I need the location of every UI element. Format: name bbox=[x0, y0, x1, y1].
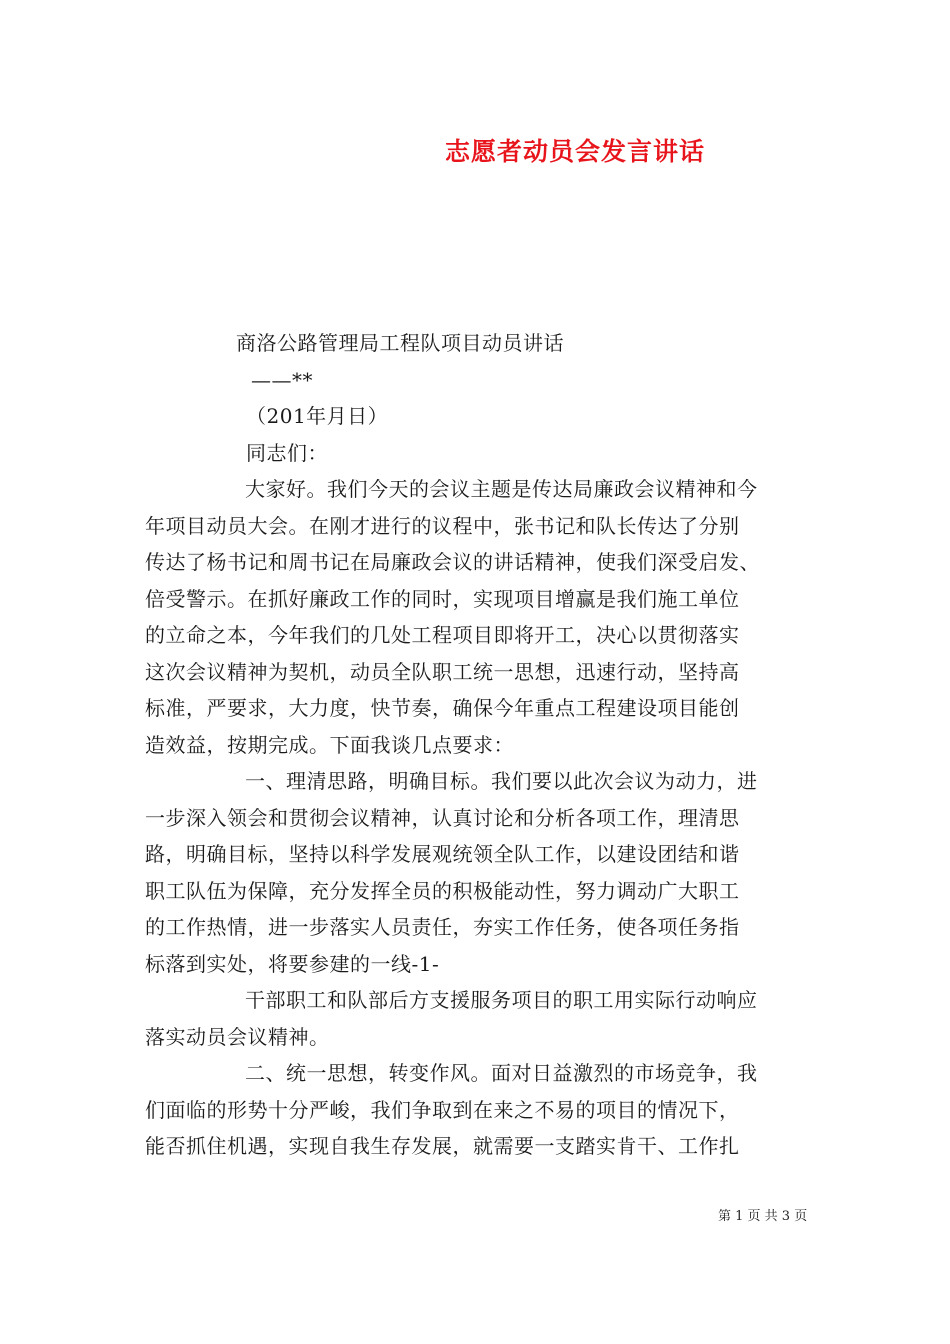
body-line: 标准，严要求，大力度，快节奏，确保今年重点工程建设项目能创 bbox=[145, 696, 740, 720]
body-line: 的工作热情，进一步落实人员责任，夯实工作任务，使各项任务指 bbox=[145, 915, 740, 939]
body-line: 路，明确目标，坚持以科学发展观统领全队工作，以建设团结和谐 bbox=[145, 842, 740, 866]
speech-date: （201年月日） bbox=[246, 404, 389, 428]
body-line: 倍受警示。在抓好廉政工作的同时，实现项目增赢是我们施工单位 bbox=[145, 586, 740, 611]
speech-subtitle: 商洛公路管理局工程队项目动员讲话 bbox=[236, 331, 564, 355]
body-line: 干部职工和队部后方支援服务项目的职工用实际行动响应 bbox=[245, 988, 758, 1012]
body-line: 造效益，按期完成。下面我谈几点要求： bbox=[145, 732, 514, 757]
body-line: 这次会议精神为契机，动员全队职工统一思想，迅速行动，坚持高 bbox=[145, 659, 740, 684]
page-number-footer: 第 1 页 共 3 页 bbox=[718, 1209, 808, 1224]
body-line: 落实动员会议精神。 bbox=[145, 1024, 330, 1049]
document-title: 志愿者动员会发言讲话 bbox=[444, 137, 705, 166]
speaker-signature: ——** bbox=[251, 367, 313, 392]
body-line: 一步深入领会和贯彻会议精神，认真讨论和分析各项工作，理清思 bbox=[145, 805, 740, 830]
greeting: 同志们： bbox=[246, 440, 328, 465]
body-line: 年项目动员大会。在刚才进行的议程中，张书记和队长传达了分别 bbox=[145, 513, 740, 538]
body-line: 大家好。我们今天的会议主题是传达局廉政会议精神和今 bbox=[245, 477, 758, 501]
document-body bbox=[145, 325, 805, 1165]
body-line: 的立命之本，今年我们的几处工程项目即将开工，决心以贯彻落实 bbox=[145, 623, 740, 647]
body-line: 职工队伍为保障，充分发挥全员的积极能动性，努力调动广大职工 bbox=[145, 878, 740, 903]
body-line: 标落到实处，将要参建的一线-1- bbox=[145, 951, 440, 976]
body-line: 传达了杨书记和周书记在局廉政会议的讲话精神，使我们深受启发、 bbox=[145, 550, 760, 574]
body-line: 一、理清思路，明确目标。我们要以此次会议为动力，进 bbox=[245, 769, 758, 793]
body-line: 们面临的形势十分严峻，我们争取到在来之不易的项目的情况下， bbox=[145, 1097, 740, 1122]
body-line: 能否抓住机遇，实现自我生存发展，就需要一支踏实肯干、工作扎 bbox=[145, 1134, 740, 1158]
body-line: 二、统一思想，转变作风。面对日益激烈的市场竞争，我 bbox=[245, 1061, 758, 1085]
